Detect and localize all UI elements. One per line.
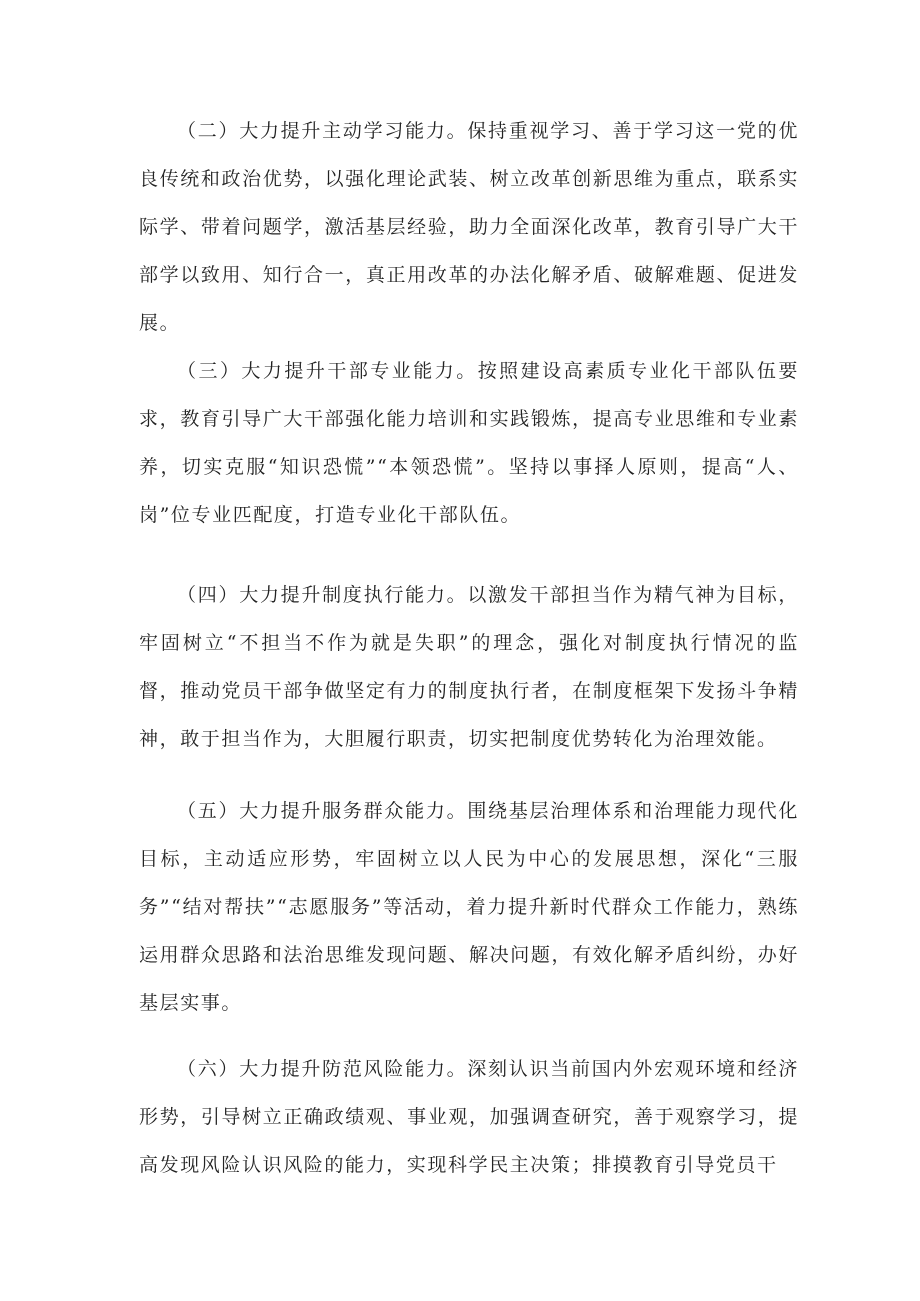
paragraph-2-active-learning: （二）大力提升主动学习能力。保持重视学习、善于学习这一党的优良传统和政治优势，以强化理论武装、树立改革创新思维为重点，联系实际学、带着问题学，激活基层经验，助力全面深化改革，教育引导广大干部学以致用、知行合一，真正用改革的办法化解矛盾、破解难题、促进发展。	[139, 120, 799, 334]
paragraph-5-serving-masses: （五）大力提升服务群众能力。围绕基层治理体系和治理能力现代化目标，主动适应形势，牢固树立以人民为中心的发展思想，深化“三服务”“结对帮扶”“志愿服务”等活动，着力提升新时代群众工作能力，熟练运用群众思路和法治思维发现问题、解决问题，有效化解矛盾纠纷，办好基层实事。	[139, 800, 799, 1014]
paragraph-6-risk-prevention: （六）大力提升防范风险能力。深刻认识当前国内外宏观环境和经济形势，引导树立正确政绩观、事业观，加强调查研究，善于观察学习，提高发现风险认识风险的能力，实现科学民主决策；排摸教育引导党员干	[139, 1058, 799, 1176]
paragraph-4-institutional-execution: （四）大力提升制度执行能力。以激发干部担当作为精气神为目标，牢固树立“不担当不作为就是失职”的理念，强化对制度执行情况的监督，推动党员干部争做坚定有力的制度执行者，在制度框架下发扬斗争精神，敢于担当作为，大胆履行职责，切实把制度优势转化为治理效能。	[139, 584, 799, 750]
paragraph-3-professional-ability: （三）大力提升干部专业能力。按照建设高素质专业化干部队伍要求，教育引导广大干部强化能力培训和实践锻炼，提高专业思维和专业素养，切实克服“知识恐慌”“本领恐慌”。坚持以事择人原则，提高“人、岗”位专业匹配度，打造专业化干部队伍。	[139, 360, 799, 526]
